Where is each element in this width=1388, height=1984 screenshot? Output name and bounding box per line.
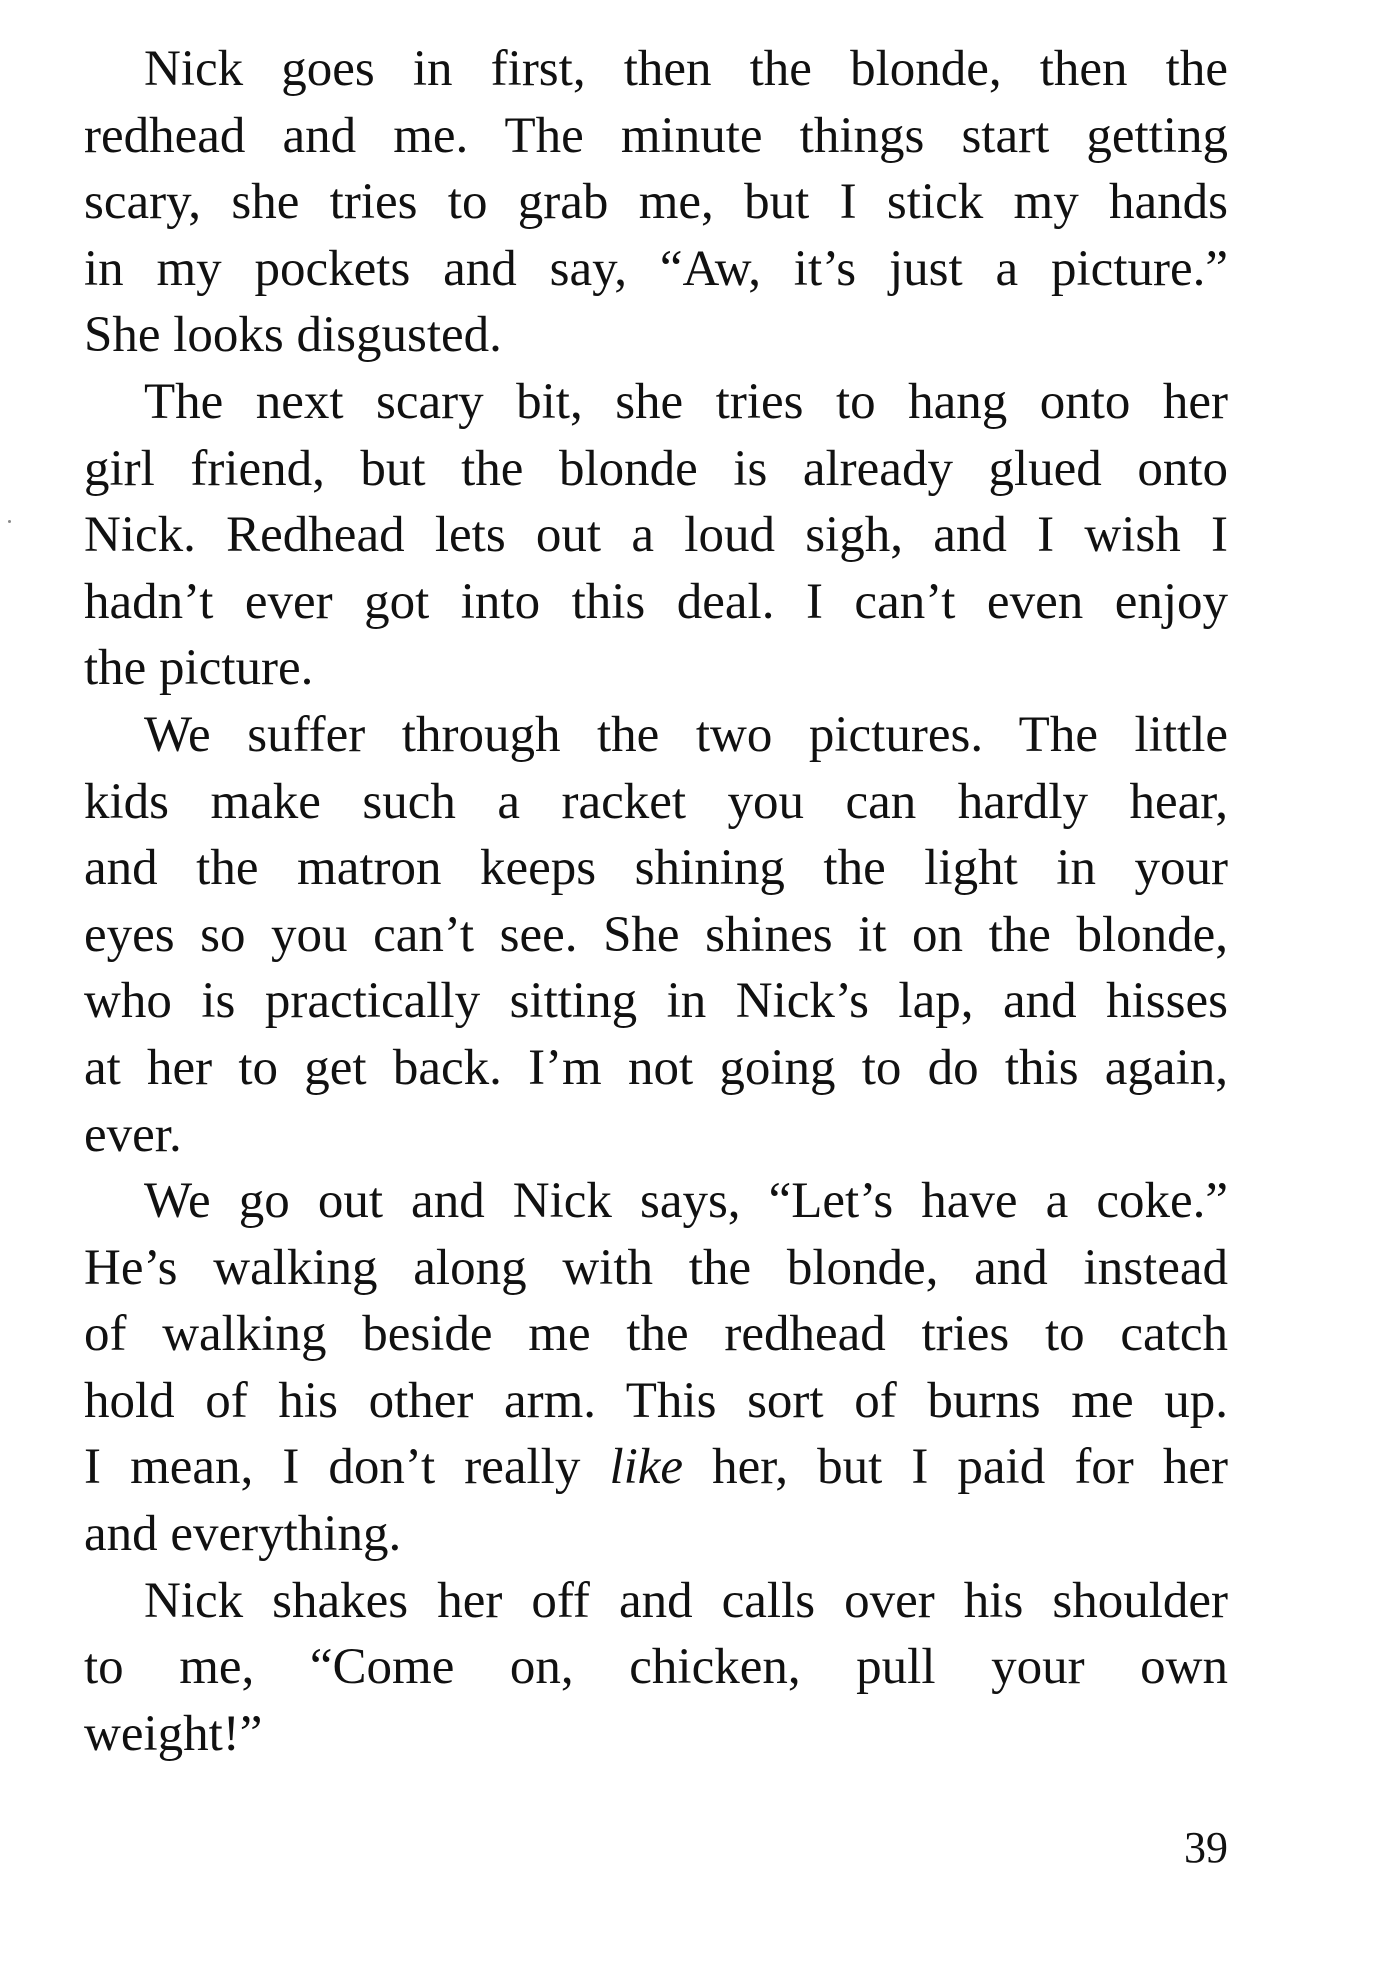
- paragraph: [84, 1168, 1228, 1568]
- text-line: weight!”: [84, 1705, 263, 1762]
- text-line: ever.: [84, 1106, 182, 1163]
- text-line: redhead and me. The minute things start getting: [84, 107, 1228, 164]
- text-line: to me, “Come on, chicken, pull your own: [84, 1639, 1228, 1696]
- text-line: She looks disgusted.: [84, 307, 502, 364]
- text-line: in my pockets and say, “Aw, it’s just a picture.”: [84, 240, 1228, 297]
- text-line: We go out and Nick says, “Let’s have a coke.”: [144, 1173, 1228, 1230]
- page-number: 39: [1184, 1823, 1228, 1872]
- text-line: the picture.: [84, 640, 314, 697]
- text-line: scary, she tries to grab me, but I stick my hands: [84, 174, 1228, 231]
- text-line: Nick. Redhead lets out a loud sigh, and I wish I: [84, 507, 1228, 564]
- paragraph: [84, 1568, 1228, 1768]
- text-line: hadn’t ever got into this deal. I can’t even enjoy: [84, 573, 1228, 630]
- text-line: I mean, I don’t really like her, but I paid for her: [84, 1439, 1228, 1496]
- paragraph: [84, 36, 1228, 369]
- text-line: Nick goes in first, then the blonde, then the: [144, 41, 1228, 97]
- text-line: at her to get back. I’m not going to do this again,: [84, 1039, 1228, 1096]
- text-line: He’s walking along with the blonde, and instead: [84, 1239, 1228, 1296]
- paragraph: [84, 702, 1228, 1168]
- paragraph: [84, 369, 1228, 702]
- text-line: Nick shakes her off and calls over his shoulder: [144, 1572, 1228, 1629]
- text-line: of walking beside me the redhead tries to catch: [84, 1306, 1228, 1363]
- text-line: who is practically sitting in Nick’s lap, and hisses: [84, 973, 1228, 1030]
- text-line: and the matron keeps shining the light in your: [84, 840, 1228, 897]
- text-line: The next scary bit, she tries to hang onto her: [144, 373, 1228, 430]
- text-line: and everything.: [84, 1506, 402, 1563]
- italic-emphasis: like: [609, 1439, 684, 1496]
- text-line: eyes so you can’t see. She shines it on the blonde,: [84, 906, 1228, 963]
- text-line: hold of his other arm. This sort of burns me up.: [84, 1372, 1228, 1429]
- text-line: girl friend, but the blonde is already glued onto: [84, 440, 1228, 497]
- text-line: We suffer through the two pictures. The little: [144, 706, 1228, 763]
- text-line: kids make such a racket you can hardly hear,: [84, 773, 1228, 830]
- body-text: [84, 36, 1228, 1767]
- margin-speck: [8, 520, 11, 523]
